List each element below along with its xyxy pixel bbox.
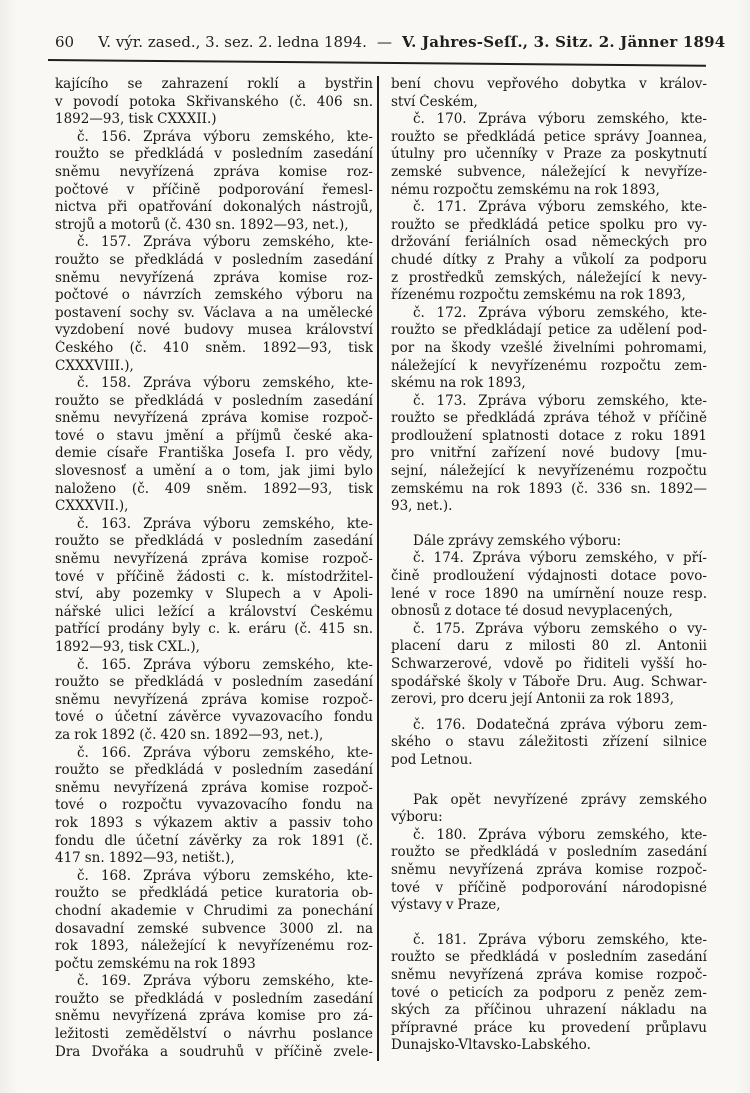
- text-line: sněmu nevyřízená zpráva komise rozpoč-: [55, 410, 373, 427]
- text-line: roužto se předkládá petice spolku pro vy-: [391, 216, 707, 233]
- text-line: chodní akademie v Chrudimi za ponechání: [55, 902, 373, 919]
- paragraph: [55, 973, 373, 1061]
- text-line: počtu zemskému na rok 1893: [55, 955, 256, 972]
- text-line: roužto se předkládá v posledním zasedání: [55, 251, 373, 268]
- paragraph: [391, 305, 707, 393]
- column-left: [55, 76, 373, 1061]
- text-line: č. 175. Zpráva výboru zemského o vy-: [413, 620, 707, 637]
- text-line: č. 169. Zpráva výboru zemského, kte-: [77, 973, 373, 990]
- paragraph: [391, 76, 707, 111]
- text-line: počtové o návrzích zemského výboru na: [55, 287, 373, 304]
- text-line: sejní, náležející k nevyřízenému rozpočtu: [391, 463, 707, 480]
- text-line: Schwarzerové, vdově po řiditeli vyšší ho-: [391, 656, 707, 672]
- text-line: sněmu nevyřízená zpráva komise roz-: [55, 163, 373, 180]
- paragraph: [55, 375, 373, 516]
- text-line: sněmu nevyřízená zpráva komise rozpoč-: [55, 551, 373, 568]
- text-line: ských za příčinou uhrazení nákladu na: [391, 1002, 707, 1019]
- text-line: Dunajsko-Vltavsko-Labského.: [391, 1037, 591, 1054]
- column-divider: [377, 76, 379, 1061]
- paragraph: [55, 129, 373, 235]
- text-line: nictva při opatřování dokonalých nástrojů,: [55, 199, 373, 216]
- text-line: prodloužení splatnosti dotace z roku 1891: [391, 427, 707, 444]
- text-line: 1892—93, tisk CXXXII.): [55, 111, 217, 128]
- text-line: zemské subvence, náležející k nevyříze-: [391, 163, 707, 180]
- text-line: dosavadní zemské subvence 3000 zl. na: [55, 920, 373, 937]
- paragraph: [55, 234, 373, 375]
- text-line: roužto se předkládá petice správy Joannea,: [391, 128, 707, 145]
- text-line: tové o stavu jmění a příjmů české aka-: [55, 427, 373, 444]
- paragraph: [391, 827, 707, 915]
- text-line: strojů a motorů (č. 430 sn. 1892—93, net.),: [55, 216, 349, 233]
- text-line: tové v příčině podporování národopisné: [391, 879, 707, 896]
- text-line: kajícího se zahrazení roklí a bystřin: [55, 76, 373, 92]
- text-line: Dra Dvořáka a soudruhů v příčině zvele-: [55, 1043, 373, 1060]
- text-line: obnosů z dotace té dosud nevyplacených,: [391, 603, 673, 620]
- text-line: výboru:: [391, 809, 443, 826]
- text-line: č. 168. Zpráva výboru zemského, kte-: [77, 867, 373, 884]
- paragraph: [55, 76, 373, 129]
- text-line: č. 180. Zpráva výboru zemského, kte-: [413, 826, 707, 843]
- text-line: fondu dle účetní závěrky za rok 1891 (č.: [55, 832, 373, 849]
- text-line: přípravné práce ku provedení průplavu: [391, 1019, 707, 1036]
- text-line: pod Letnou.: [391, 751, 473, 768]
- text-line: č. 158. Zpráva výboru zemského, kte-: [77, 375, 373, 392]
- text-line: č. 157. Zpráva výboru zemského, kte-: [77, 234, 373, 251]
- paragraph: [55, 657, 373, 745]
- paragraph: [391, 621, 707, 709]
- text-line: roužto se předkládají petice za udělení pod-: [391, 322, 707, 339]
- text-line: spodářské školy v Táboře Dru. Aug. Schwar-: [391, 673, 707, 690]
- text-line: roužto se předkládá v posledním zasedání: [391, 949, 707, 966]
- header-separator: —: [376, 33, 392, 51]
- text-line: zerovi, pro dceru její Antonii za rok 1893,: [391, 691, 674, 708]
- header-german-session: V. Jahres-Seſſ., 3. Sitz. 2. Jänner 1894: [401, 33, 726, 51]
- text-line: por na škody vzešlé živelními pohromami,: [391, 339, 707, 356]
- column-right: [391, 76, 707, 1055]
- text-line: lené v roce 1890 na umírnění nouze resp.: [391, 585, 707, 602]
- text-line: držování feriálních osad německých pro: [391, 234, 707, 251]
- text-line: CXXXVII.),: [55, 498, 129, 515]
- text-line: sněmu nevyřízená zpráva komise roz-: [55, 269, 373, 286]
- text-line: 417 sn. 1892—93, netišt.),: [55, 850, 235, 867]
- text-line: zemskému na rok 1893 (č. 336 sn. 1892—: [391, 480, 707, 497]
- text-line: útulny pro učenníky v Praze za poskytnutí: [391, 146, 707, 163]
- text-line: Dále zprávy zemského výboru:: [413, 532, 622, 549]
- text-line: roužto se předkládá v posledním zasedání: [391, 844, 707, 861]
- paragraph: [391, 792, 707, 827]
- text-line: ského o stavu záležitosti zřízení silnice: [391, 734, 707, 751]
- text-line: sněmu nevyřízená zpráva komise rozpoč-: [391, 966, 707, 983]
- text-line: výstavy v Praze,: [391, 897, 501, 914]
- paragraph: [391, 932, 707, 1055]
- paragraph: [391, 533, 707, 551]
- text-line: za rok 1892 (č. 420 sn. 1892—93, net.),: [55, 726, 324, 743]
- text-line: Českého (č. 410 sněm. 1892—93, tisk: [55, 339, 373, 356]
- paragraph: [391, 717, 707, 770]
- paragraph: [55, 868, 373, 974]
- text-line: tové o rozpočtu vyvazovacího fondu na: [55, 797, 373, 814]
- text-line: v povodí potoka Skřivanského (č. 406 sn.: [55, 93, 373, 110]
- text-line: nářské ulici ležící a království Českému: [55, 603, 373, 620]
- text-line: nému rozpočtu zemskému na rok 1893,: [391, 181, 660, 198]
- text-line: č. 181. Zpráva výboru zemského, kte-: [413, 931, 707, 948]
- text-line: demie císaře Františka Josefa I. pro vědy,: [55, 445, 373, 462]
- text-line: ství Českém,: [391, 93, 478, 110]
- text-line: čině prodloužení výdajnosti dotace povo-: [391, 568, 707, 585]
- text-line: tové o účetní závěrce vyvazovacího fondu: [55, 709, 373, 726]
- text-line: č. 163. Zpráva výboru zemského, kte-: [77, 515, 373, 532]
- text-line: roužto se předkládá zpráva téhož v příčině: [391, 410, 707, 427]
- text-line: řízenému rozpočtu zemskému na rok 1893,: [391, 287, 686, 304]
- text-line: č. 172. Zpráva výboru zemského, kte-: [413, 304, 707, 321]
- text-line: rok 1893 s výkazem aktiv a passiv toho: [55, 814, 373, 831]
- text-line: tové v příčině žádosti c. k. místodržitel-: [55, 568, 373, 585]
- header-rule: [48, 59, 706, 67]
- text-line: roužto se předkládá v posledním zasedání: [55, 533, 373, 550]
- text-line: pro vnitřní zařízení nové budovy [mu-: [391, 445, 707, 462]
- text-line: č. 174. Zpráva výboru zemského, v pří-: [413, 550, 707, 567]
- text-line: chudé dítky z Prahy a vůkolí za podporu: [391, 251, 707, 268]
- text-line: sněmu nevyřízená zpráva komise rozpoč-: [391, 861, 707, 878]
- text-line: roužto se předkládá petice kuratoria ob-: [55, 885, 373, 902]
- text-line: tové o peticích za podporu z peněz zem-: [391, 984, 707, 1001]
- text-line: patřící prodány byly c. k. eráru (č. 415 sn.: [55, 621, 373, 638]
- text-line: č. 170. Zpráva výboru zemského, kte-: [413, 111, 707, 128]
- text-line: roužto se předkládá v posledním zasedání: [55, 990, 373, 1007]
- text-line: rok 1893, náležející k nevyřízenému roz-: [55, 938, 373, 955]
- text-line: náležející k nevyřízenému rozpočtu zem-: [391, 357, 707, 374]
- text-line: postavení sochy sv. Václava a na umělecké: [55, 304, 373, 321]
- text-line: naloženo (č. 409 sněm. 1892—93, tisk: [55, 480, 373, 497]
- text-line: CXXXVIII.),: [55, 357, 134, 374]
- text-line: č. 166. Zpráva výboru zemského, kte-: [77, 744, 373, 761]
- text-line: placení daru z milosti 80 zl. Antonii: [391, 638, 707, 655]
- text-line: roužto se předkládá v posledním zasedání: [55, 674, 373, 691]
- text-line: Pak opět nevyřízené zprávy zemského: [413, 791, 707, 808]
- text-line: slovesnosť a umění a o tom, jak jimi bylo: [55, 463, 373, 480]
- text-line: bení chovu vepřového dobytka v králov-: [391, 76, 707, 92]
- page-number: 60: [55, 33, 75, 51]
- header-czech-session: V. výr. zased., 3. sez. 2. ledna 1894.: [98, 33, 367, 51]
- text-line: č. 171. Zpráva výboru zemského, kte-: [413, 199, 707, 216]
- text-line: z prostředků zemských, náležející k nevy-: [391, 269, 707, 286]
- text-line: č. 156. Zpráva výboru zemského, kte-: [77, 128, 373, 145]
- paragraph: [391, 550, 707, 620]
- text-line: roužto se předkládá v posledním zasedání: [55, 146, 373, 163]
- text-line: roužto se předkládá v posledním zasedání: [55, 762, 373, 779]
- text-line: vyzdobení nové budovy musea království: [55, 322, 373, 339]
- text-line: sněmu nevyřízená zpráva komise pro zá-: [55, 1008, 373, 1025]
- page-header: [55, 33, 726, 51]
- text-line: č. 173. Zpráva výboru zemského, kte-: [413, 392, 707, 409]
- text-line: počtové v příčině podporování řemesl-: [55, 181, 373, 198]
- text-line: skému na rok 1893,: [391, 375, 526, 392]
- text-line: ství, aby pozemky v Slupech a v Apoli-: [55, 586, 373, 603]
- text-line: č. 165. Zpráva výboru zemského, kte-: [77, 656, 373, 673]
- text-line: č. 176. Dodatečná zpráva výboru zem-: [413, 716, 707, 733]
- paragraph: [55, 745, 373, 868]
- text-line: sněmu nevyřízená zpráva komise rozpoč-: [55, 779, 373, 796]
- paragraph: [391, 199, 707, 305]
- text-line: 1892—93, tisk CXL.),: [55, 639, 200, 655]
- paragraph: [391, 111, 707, 199]
- paragraph: [391, 393, 707, 516]
- paragraph: [55, 516, 373, 657]
- text-line: sněmu nevyřízená zpráva komise rozpoč-: [55, 691, 373, 708]
- text-line: 93, net.).: [391, 498, 453, 515]
- text-line: ležitosti zemědělství o návrhu poslance: [55, 1026, 373, 1043]
- text-line: roužto se předkládá v posledním zasedání: [55, 392, 373, 409]
